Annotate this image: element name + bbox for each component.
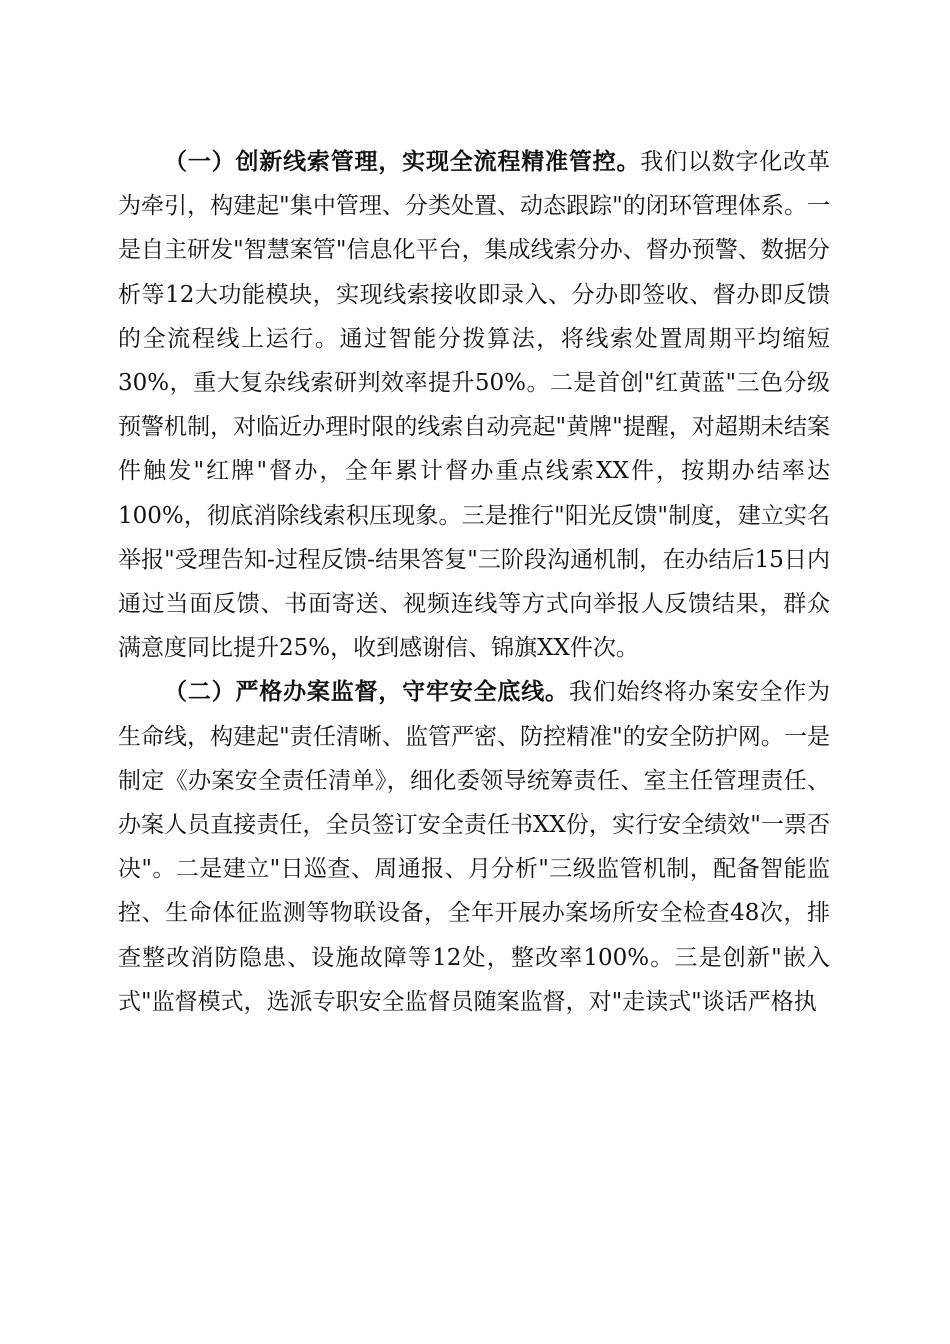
paragraph-1-heading: （一）创新线索管理，实现全流程精准管控。 xyxy=(164,149,641,175)
paragraph-2-heading: （二）严格办案监督，守牢安全底线。 xyxy=(164,679,569,706)
paragraph-1-text: 我们以数字化改革为牵引，构建起"集中管理、分类处置、动态跟踪"的闭环管理体系。一是自主研发"智慧案管"信息化平台，集成线索分办、督办预警、数据分析等12大功能模块，实现线索接收即录入、分办即签收、督办即反馈的全流程线上运行。通过智能分拨算法，将线索处置周期平均缩短30%，重大复杂线索研判效率提升50%。二是首创"红黄蓝"三色分级预警机制，对临近办理时限的线索自动亮起"黄牌"提醒，对超期未结案件触发"红牌"督办，全年累计督办重点线索XX件，按期办结率达100%，彻底消除线索积压现象。三是推行"阳光反馈"制度，建立实名举报"受理告知-过程反馈-结果答复"三阶段沟通机制，在办结后15日内通过当面反馈、书面寄送、视频连线等方式向举报人反馈结果，群众满意度同比提升25%，收到感谢信、锦旗XX件次。 xyxy=(118,149,831,662)
paragraph-2-text: 我们始终将办案安全作为生命线，构建起"责任清晰、监管严密、防控精准"的安全防护网。一是制定《办案安全责任清单》，细化委领导统筹责任、室主任管理责任、办案人员直接责任，全员签订安全责任书XX份，实行安全绩效"一票否决"。二是建立"日巡查、周通报、月分析"三级监管机制，配备智能监控、生命体征监测等物联设备，全年开展办案场所安全检查48次，排查整改消防隐患、设施故障等12处，整改率100%。三是创新"嵌入式"监督模式，选派专职安全监督员随案监督，对"走读式"谈话严格执 xyxy=(118,679,831,1015)
paragraph-2 xyxy=(118,670,830,1024)
paragraph-1 xyxy=(118,140,830,670)
document-body xyxy=(118,140,830,1024)
